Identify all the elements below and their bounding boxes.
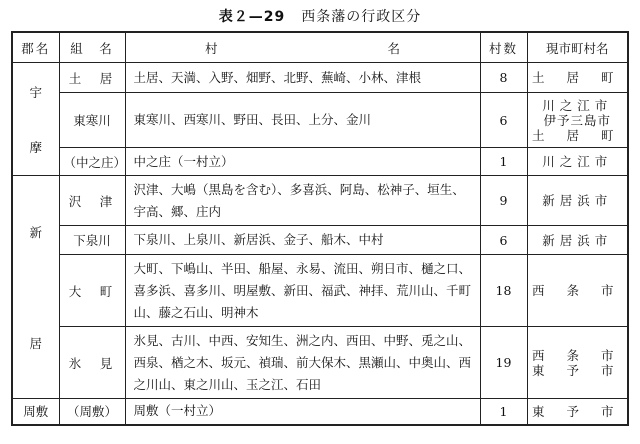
count-cell: 8 [480, 63, 527, 93]
header-row [12, 32, 628, 63]
mura-cell: 土居、天満、入野、畑野、北野、蕪崎、小林、津根 [125, 63, 480, 93]
count-cell: 19 [480, 327, 527, 399]
kumi-cell: 沢 津 [59, 176, 125, 226]
table-row [12, 63, 628, 93]
mura-cell: 下泉川、上泉川、新居浜、金子、船木、中村 [125, 226, 480, 255]
kumi-cell: （中之庄） [59, 148, 125, 176]
header-mura [125, 32, 480, 63]
current-cell: 川之江市 [527, 148, 628, 176]
count-cell: 6 [480, 226, 527, 255]
mura-cell: 中之庄（一村立） [125, 148, 480, 176]
table-row [12, 399, 628, 425]
mura-cell: 沢津、大嶋（黒島を含む）、多喜浜、阿島、松神子、垣生、宇高、郷、庄内 [125, 176, 480, 226]
table-caption: 西条藩の行政区分 [301, 9, 422, 25]
table-row [12, 327, 628, 399]
current-cell: 新居浜市 [527, 176, 628, 226]
table-number: 表２—29 [218, 9, 286, 25]
current-cell: 新居浜市 [527, 226, 628, 255]
kumi-cell: 東寒川 [59, 93, 125, 148]
count-cell: 6 [480, 93, 527, 148]
table-row [12, 93, 628, 148]
table-row [12, 226, 628, 255]
mura-cell: 氷見、古川、中西、安知生、洲之内、西田、中野、兎之山、西泉、楢之木、坂元、禎瑞、前大保木、黒瀬山、中奥山、西之川山、東之川山、玉之江、石田 [125, 327, 480, 399]
header-gun: 郡名 [12, 32, 59, 63]
current-cell: 東 予 市 [527, 399, 628, 425]
header-mura-right: 名 [387, 40, 401, 56]
table-title [0, 6, 640, 26]
table-row [12, 255, 628, 327]
count-cell: 1 [480, 399, 527, 425]
kumi-cell: 大 町 [59, 255, 125, 327]
table-row [12, 148, 628, 176]
gun-char: 新 [29, 224, 42, 240]
gun-cell-uma [12, 63, 59, 176]
current-cell: 西 条 市 東 予 市 [527, 327, 628, 399]
kumi-cell: 氷 見 [59, 327, 125, 399]
administrative-divisions-table [11, 31, 629, 426]
gun-char: 宇 [29, 84, 42, 100]
header-mura-left: 村 [204, 40, 218, 56]
mura-cell: 大町、下嶋山、半田、船屋、永易、流田、朔日市、樋之口、喜多浜、喜多川、明屋敷、新田、福武、神拝、荒川山、千町山、藤之石山、明神木 [125, 255, 480, 327]
gun-cell-shufu: 周敷 [12, 399, 59, 425]
current-cell: 西 条 市 [527, 255, 628, 327]
mura-cell: 周敷（一村立） [125, 399, 480, 425]
mura-cell: 東寒川、西寒川、野田、長田、上分、金川 [125, 93, 480, 148]
header-count: 村数 [480, 32, 527, 63]
count-cell: 1 [480, 148, 527, 176]
gun-char: 居 [29, 335, 42, 351]
gun-char: 摩 [29, 139, 42, 155]
count-cell: 18 [480, 255, 527, 327]
header-current: 現市町村名 [527, 32, 628, 63]
header-kumi: 組 名 [59, 32, 125, 63]
kumi-cell: 土 居 [59, 63, 125, 93]
kumi-cell: （周敷） [59, 399, 125, 425]
current-cell: 川之江市 伊予三島市 土 居 町 [527, 93, 628, 148]
current-cell: 土 居 町 [527, 63, 628, 93]
count-cell: 9 [480, 176, 527, 226]
gun-cell-nii [12, 176, 59, 399]
table-row [12, 176, 628, 226]
kumi-cell: 下泉川 [59, 226, 125, 255]
